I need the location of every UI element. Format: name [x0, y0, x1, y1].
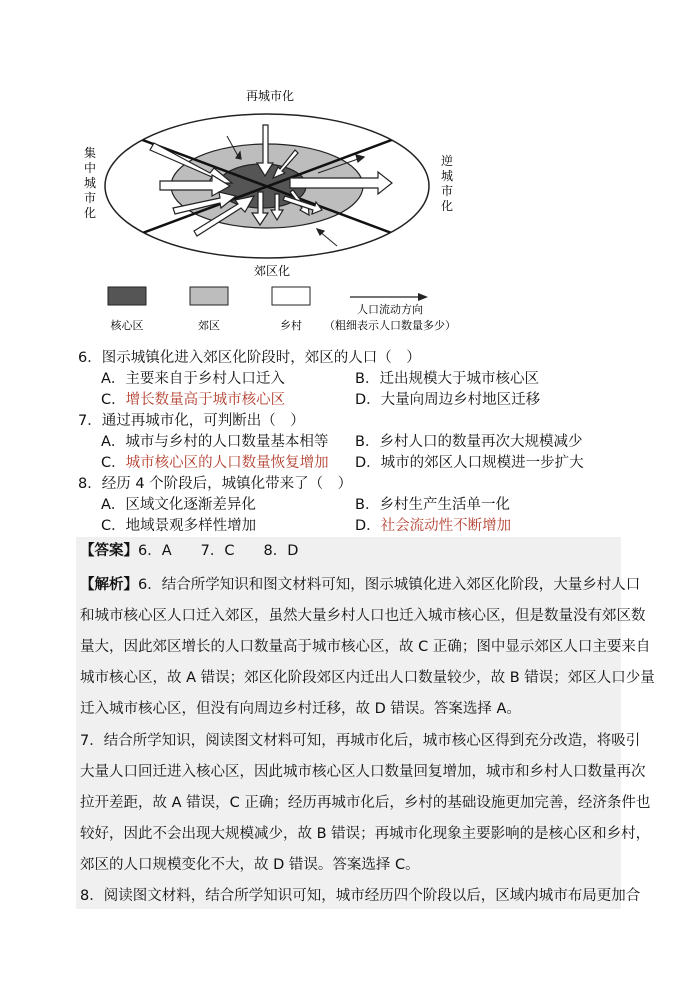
option-c: C．增长数量高于城市核心区: [101, 392, 286, 408]
svg-text:市: 市: [440, 184, 454, 198]
option-a: A．城市与乡村的人口数量基本相等: [101, 434, 329, 450]
analysis-line: 迁入城市核心区，但没有向周边乡村迁移，故 D 错误。答案选择 A。: [80, 701, 521, 717]
analysis-line: 较好，因此不会出现大规模减少，故 B 错误；再城市化现象主要影响的是核心区和乡村，: [80, 826, 651, 842]
option-d: D．社会流动性不断增加: [355, 518, 512, 534]
svg-text:集: 集: [83, 146, 97, 160]
svg-text:逆: 逆: [440, 154, 454, 168]
legend-swatch-suburb: [190, 287, 228, 305]
question-stem: 6．图示城镇化进入郊区化阶段时，郊区的人口（ ）: [78, 350, 421, 366]
svg-text:人口流动方向: 人口流动方向: [357, 303, 423, 316]
analysis-line: 城市核心区，故 A 错误；郊区化阶段郊区内迁出人口数量较少，故 B 错误；郊区人口少量: [80, 670, 655, 686]
svg-text:城: 城: [440, 169, 454, 183]
question-stem: 8．经历 4 个阶段后，城镇化带来了（ ）: [78, 476, 353, 492]
option-a: A．主要来自于乡村人口迁入: [101, 371, 285, 387]
legend-swatch-rural: [272, 287, 310, 305]
option-a: A．区域文化逐渐差异化: [101, 497, 256, 513]
legend: [108, 287, 456, 332]
option-c: C．地域景观多样性增加: [101, 518, 257, 534]
svg-text:化: 化: [83, 206, 97, 220]
option-d: D．大量向周边乡村地区迁移: [355, 392, 541, 408]
top-label: 再城市化: [245, 89, 295, 103]
option-b: B．乡村人口的数量再次大规模减少: [355, 434, 583, 450]
svg-text:市: 市: [83, 191, 97, 205]
option-b: B．迁出规模大于城市核心区: [355, 371, 539, 387]
svg-text:（粗细表示人口数量多少）: （粗细表示人口数量多少）: [324, 319, 456, 332]
svg-text:核心区: 核心区: [110, 319, 144, 332]
left-label: [84, 145, 96, 220]
analysis-line: 量大，因此郊区增长的人口数量高于城市核心区，故 C 正确；图中显示郊区人口主要来自: [80, 639, 651, 655]
analysis-line: 8．阅读图文材料，结合所学知识可知，城市经历四个阶段以后，区域内城市布局更加合: [80, 888, 641, 904]
question-stem: 7．通过再城市化，可判断出（ ）: [78, 413, 305, 429]
svg-text:乡村: 乡村: [280, 319, 302, 332]
option-b: B．乡村生产生活单一化: [355, 497, 510, 513]
option-d: D．城市的郊区人口规模进一步扩大: [355, 455, 584, 471]
legend-arrow-icon: [418, 293, 428, 301]
analysis-line: 和城市核心区人口迁入郊区，虽然大量乡村人口也迁入城市核心区，但是数量没有郊区数: [80, 608, 646, 624]
analysis-line: 郊区的人口规模变化不大，故 D 错误。答案选择 C。: [80, 857, 420, 873]
svg-text:郊区: 郊区: [198, 319, 220, 332]
bottom-label: 郊区化: [253, 264, 291, 278]
svg-text:中: 中: [83, 161, 97, 175]
analysis-line: 【解析】6．结合所学知识和图文材料可知，图示城镇化进入郊区化阶段，大量乡村人口: [80, 577, 641, 593]
option-c: C．城市核心区的人口数量恢复增加: [101, 455, 329, 471]
analysis-line: 拉开差距，故 A 错误，C 正确；经历再城市化后，乡村的基础设施更加完善，经济条件也: [80, 795, 651, 811]
urbanization-diagram: [0, 0, 695, 340]
analysis-line: 大量人口回迁进入核心区，因此城市核心区人口数量回复增加，城市和乡村人口数量再次: [80, 764, 646, 780]
analysis-line: 7．结合所学知识，阅读图文材料可知，再城市化后，城市核心区得到充分改造，将吸引: [80, 733, 641, 749]
legend-swatch-core: [108, 287, 146, 305]
svg-text:化: 化: [440, 199, 454, 213]
answer-line: 【答案】6．A 7．C 8．D: [80, 543, 299, 559]
right-label: [441, 154, 453, 213]
svg-text:城: 城: [83, 176, 97, 190]
